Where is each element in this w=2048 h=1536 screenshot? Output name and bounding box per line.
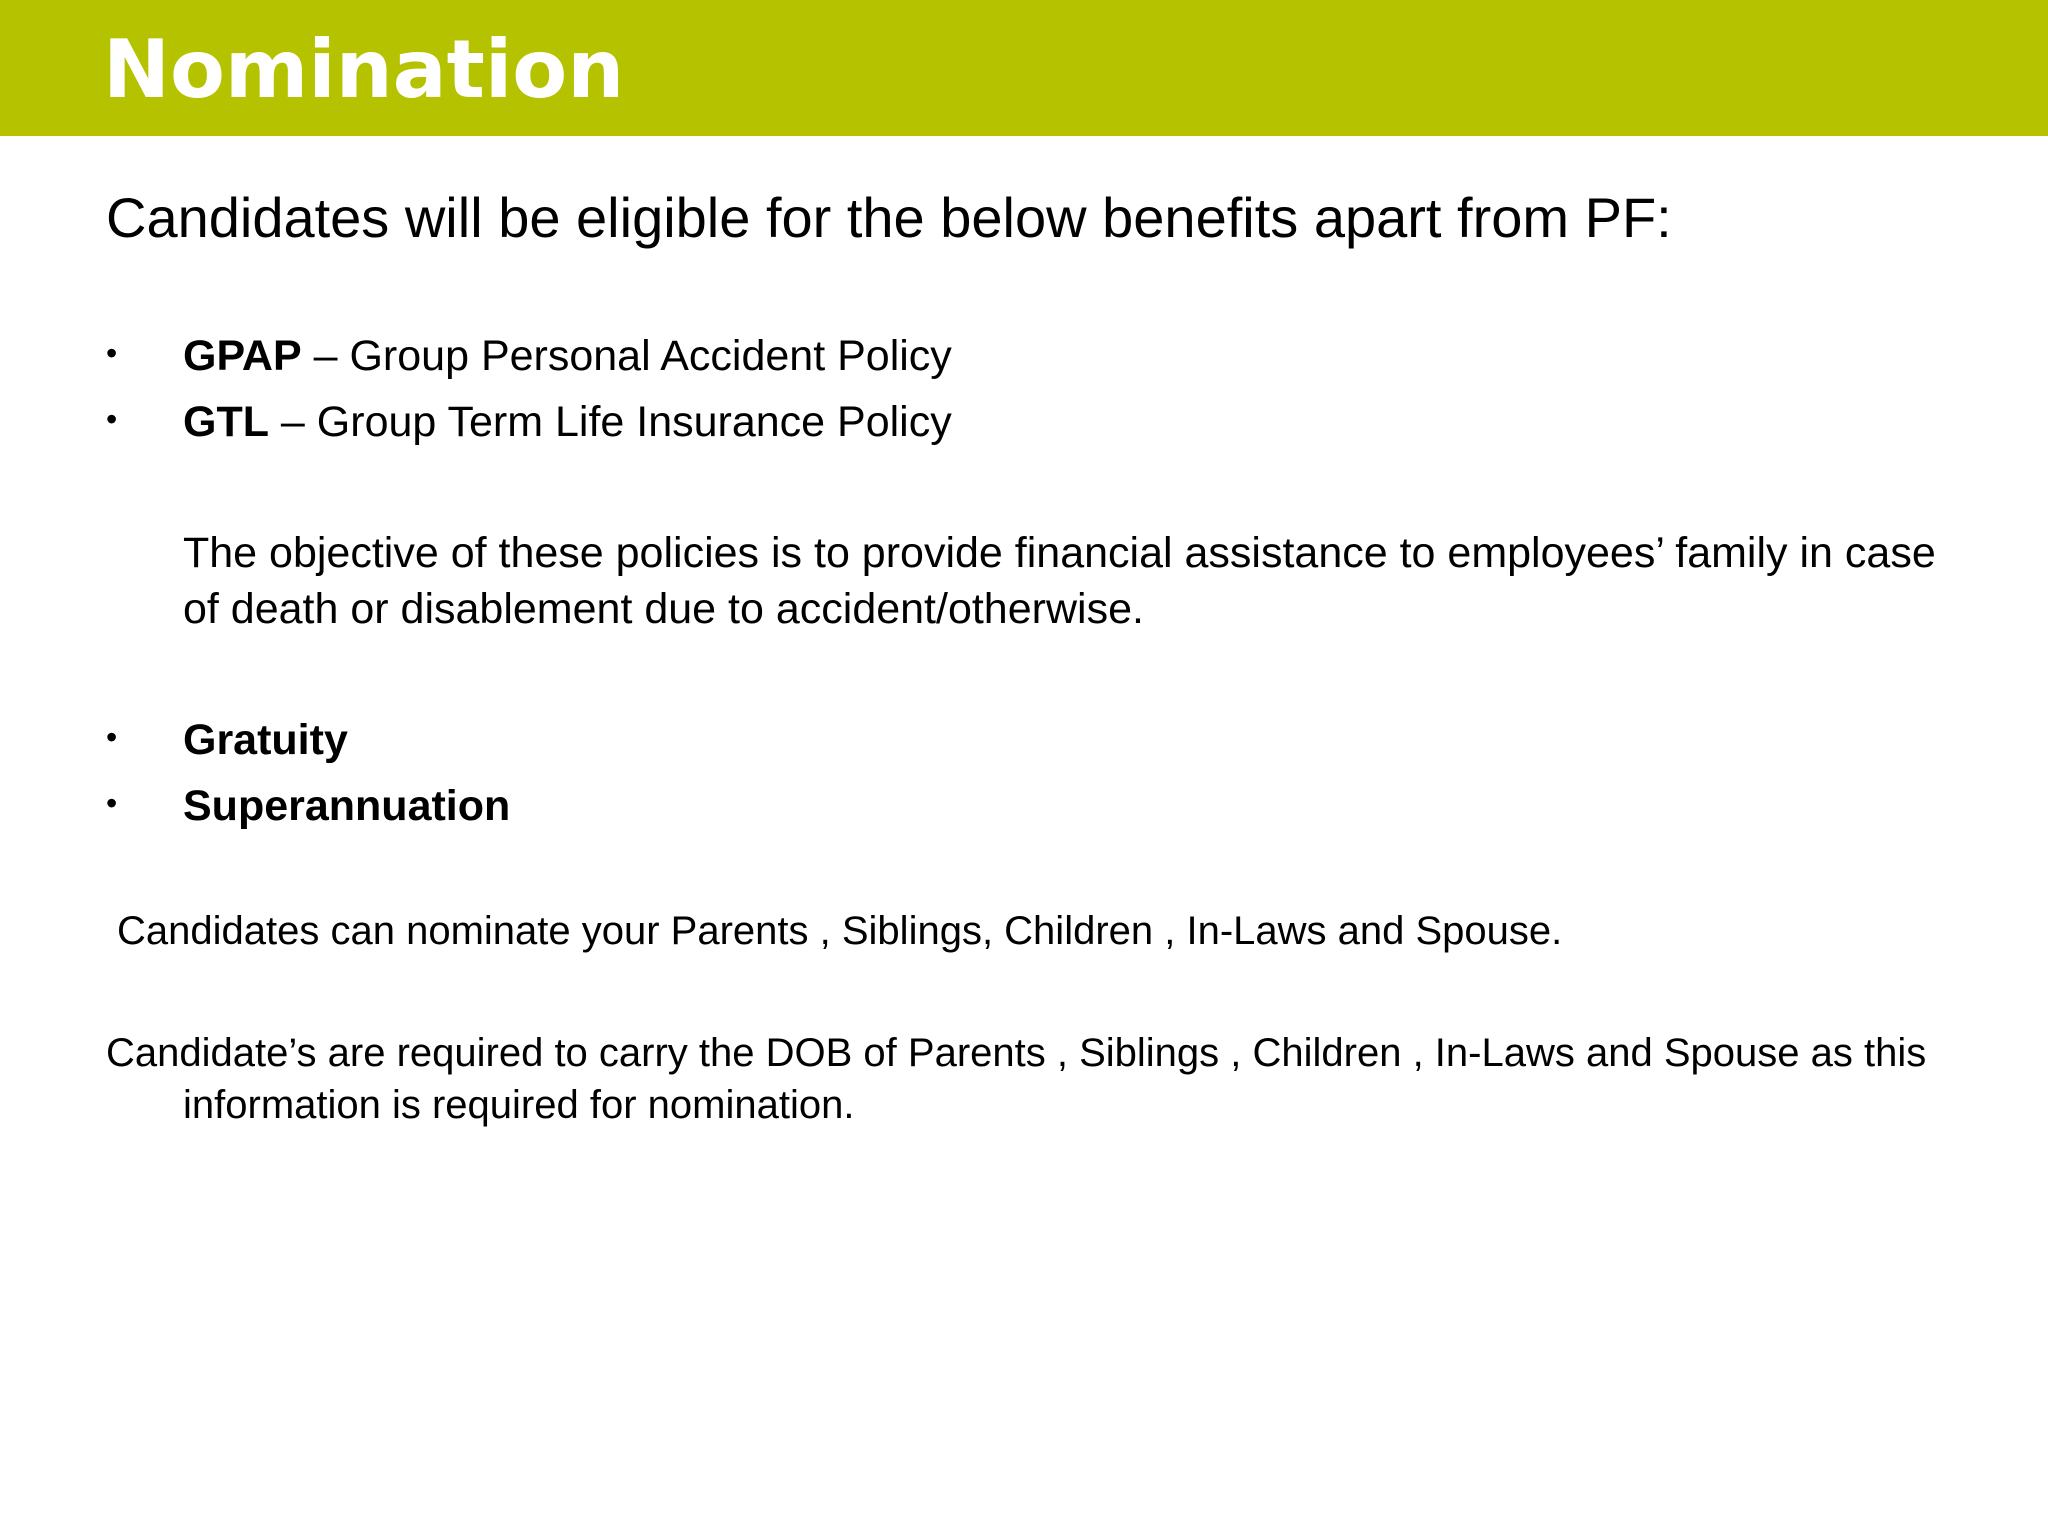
bullet-text [183,394,952,450]
bullet-icon: • [106,785,118,821]
nominate-text: Candidates can nominate your Parents , Siblings, Children , In-Laws and Spouse. [117,909,1563,953]
bullet-icon: • [106,401,118,437]
bullet-text [183,328,952,384]
term-separator: – [268,398,317,446]
benefit-description: Group Personal Accident Policy [349,332,952,380]
objective-paragraph: The objective of these policies is to provide financial assistance to employees’ family in case of death or disablement due to accident/otherwise. [183,529,1936,633]
intro-text: Candidates will be eligible for the below benefits apart from PF: [106,186,1672,249]
benefit-term: GPAP [183,332,302,380]
title-bar [0,0,2048,136]
benefit-term: Gratuity [183,716,348,764]
bullet-icon: • [106,719,118,755]
benefit-term: Superannuation [183,782,511,830]
slide-title: Nomination [103,23,625,116]
benefit-description: Group Term Life Insurance Policy [316,398,952,446]
bullet-icon: • [106,335,118,371]
dob-requirement-text: Candidate’s are required to carry the DOB of Parents , Siblings , Children , In-Laws and Spouse as this information is required for nomination. [106,1031,1927,1127]
benefit-term: GTL [183,398,269,446]
term-separator: – [301,332,350,380]
